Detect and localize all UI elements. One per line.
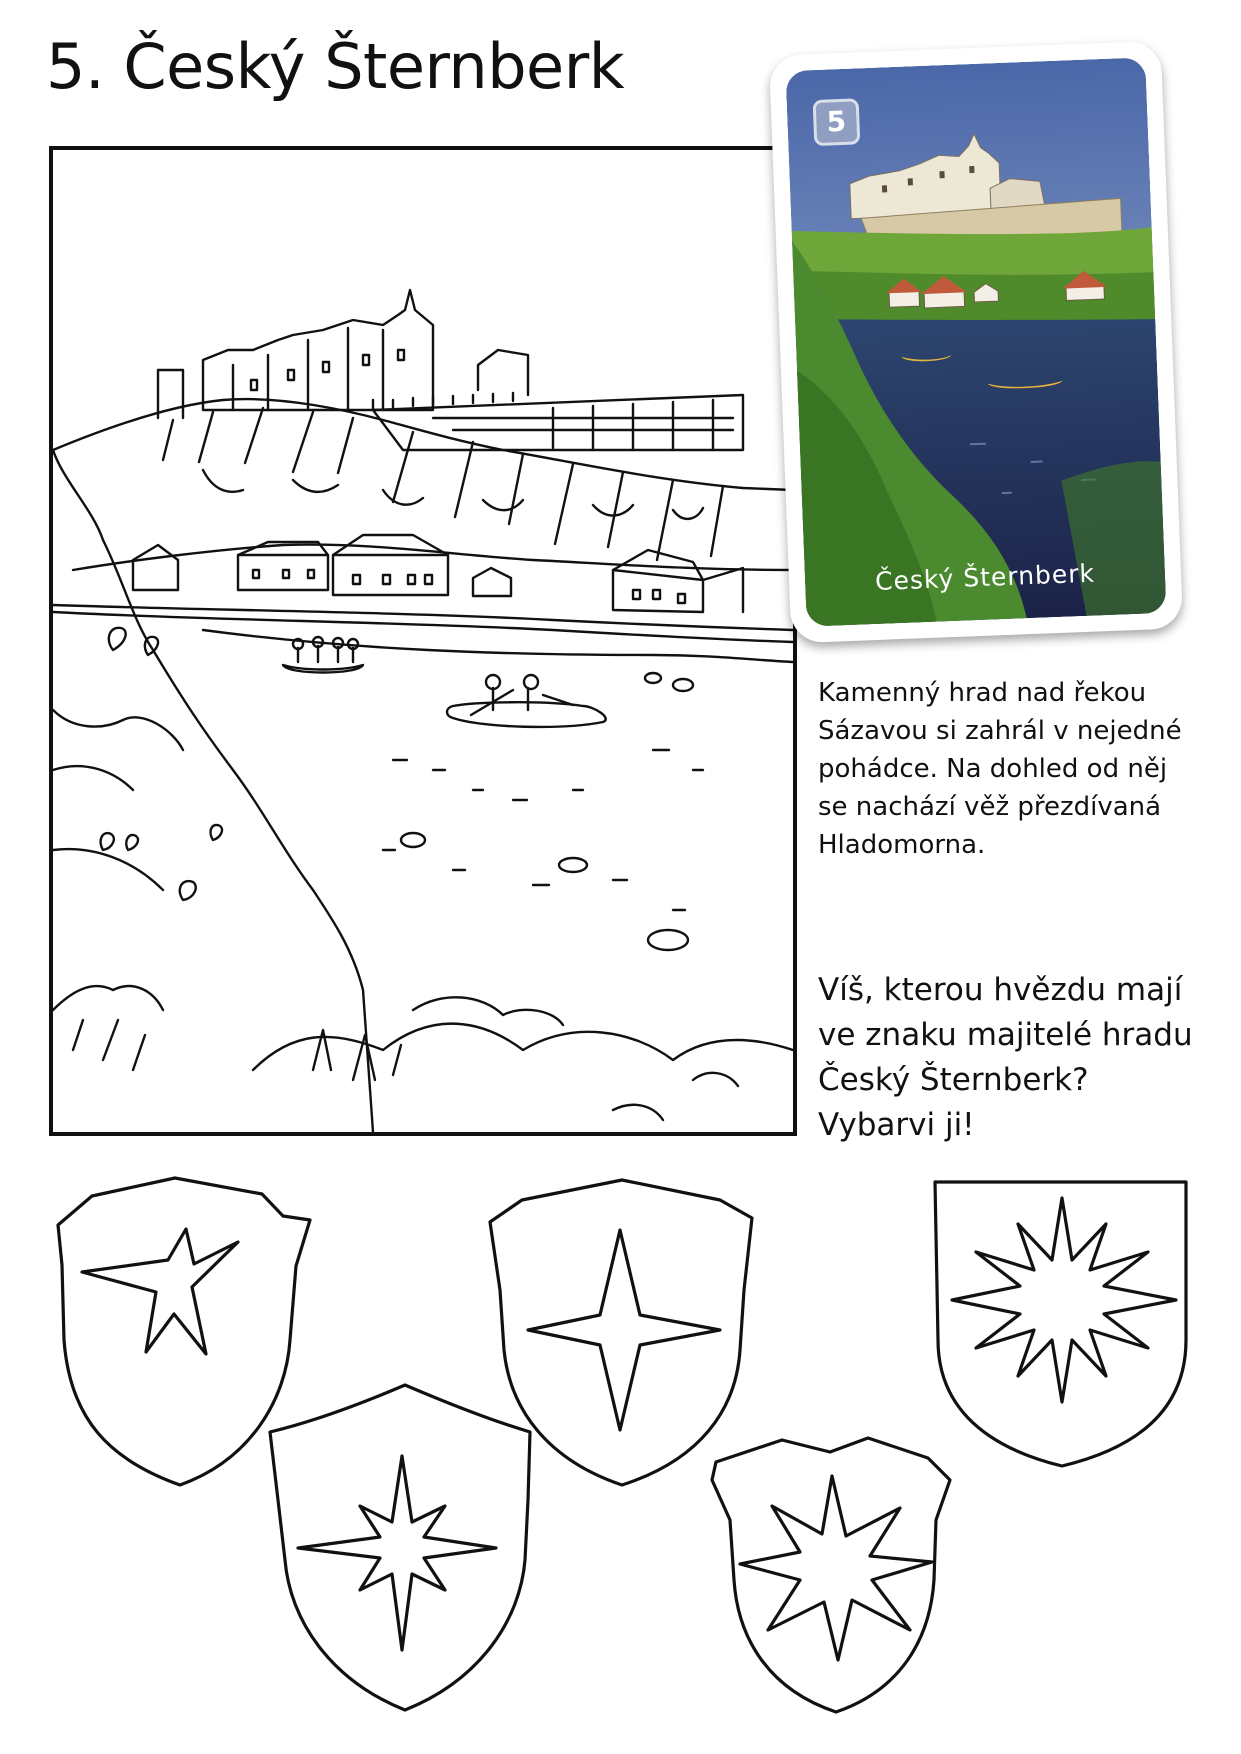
castle-drawing (158, 290, 743, 450)
location-card (769, 41, 1183, 644)
shield-sixteen-point-star[interactable] (935, 1182, 1186, 1466)
coloring-question: Víš, kterou hvězdu mají ve znaku majitelé hradu Český Šternberk? Vybarvi ji! (818, 972, 1193, 1143)
foreground-bushes-drawing (53, 450, 793, 1132)
page-title: 5. Český Šternberk (46, 30, 625, 103)
rocky-hillside-drawing (53, 399, 793, 570)
location-description: Kamenný hrad nad řekou Sázavou si zahrál v nejedné pohádce. Na dohled od něj se nachází věž přezdívaná Hladomorna. (818, 678, 1182, 860)
river-with-boats-drawing (203, 630, 793, 950)
card-number-badge: 5 (813, 98, 861, 146)
shield-ten-point-star[interactable] (712, 1438, 950, 1712)
shield-eight-point-star[interactable] (270, 1385, 530, 1710)
card-location-name: Český Šternberk (874, 558, 1096, 597)
coloring-illustration (49, 146, 797, 1136)
card-illustration (785, 57, 1166, 626)
